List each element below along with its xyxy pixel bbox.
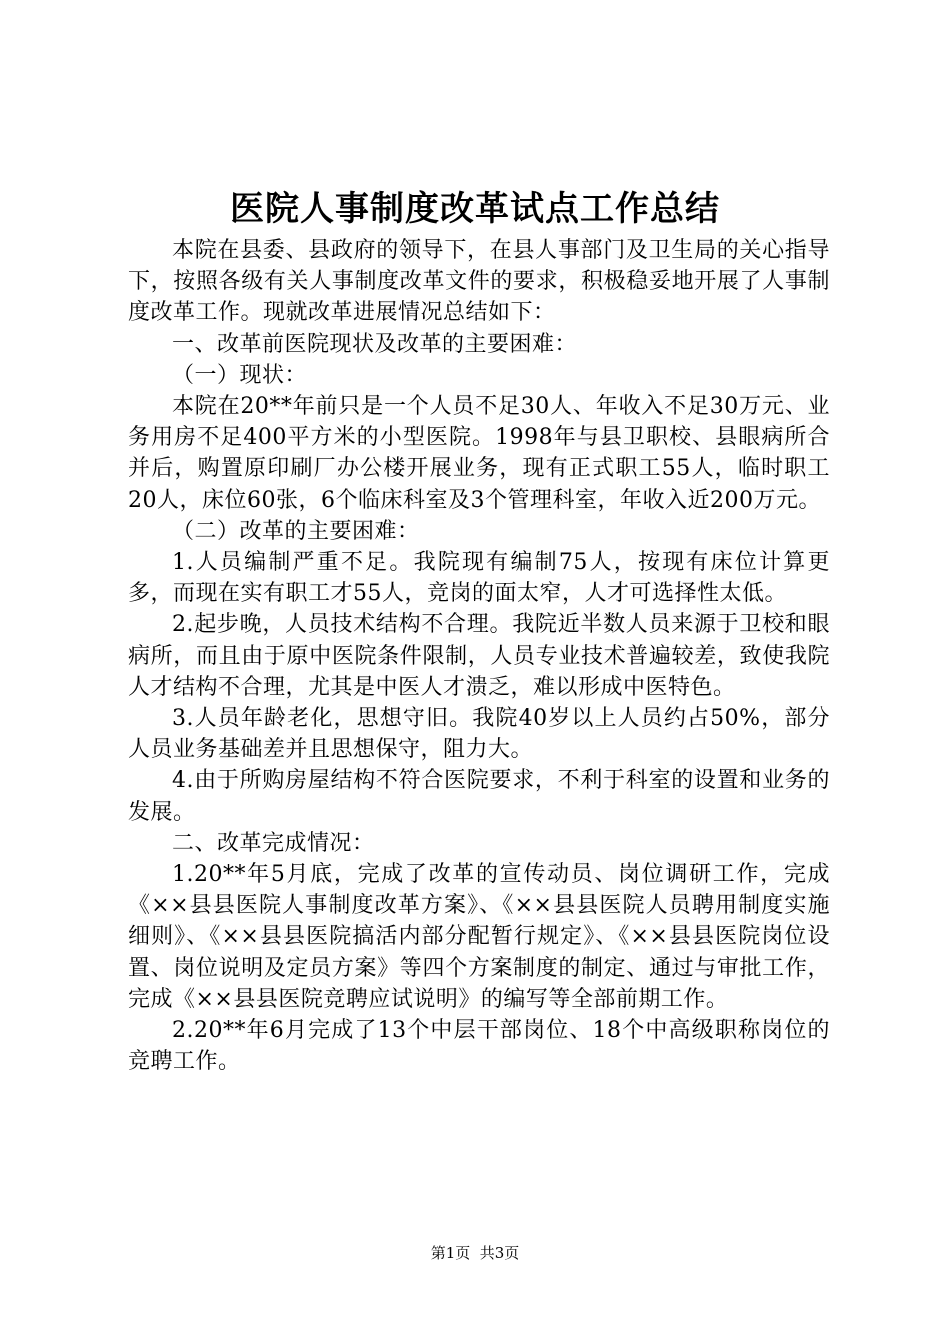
- page-footer: [0, 1243, 950, 1263]
- difficulty-item-1: 1.人员编制严重不足。我院现有编制75人，按现有床位计算更多，而现在实有职工才55人，竞岗的面太窄，人才可选择性太低。: [128, 550, 830, 607]
- document-body: [128, 235, 830, 1077]
- page-number-label: 第1页 共3页: [430, 1244, 520, 1262]
- difficulty-item-2: 2.起步晚，人员技术结构不合理。我院近半数人员来源于卫校和眼病所，而且由于原中医院条件限制，人员专业技术普遍较差，致使我院人才结构不合理，尤其是中医人才溃乏，难以形成中医特色。: [128, 612, 830, 700]
- intro-paragraph: 本院在县委、县政府的领导下，在县人事部门及卫生局的关心指导下，按照各级有关人事制度改革文件的要求，积极稳妥地开展了人事制度改革工作。现就改革进展情况总结如下：: [128, 238, 830, 326]
- difficulty-item-4: 4.由于所购房屋结构不符合医院要求，不利于科室的设置和业务的发展。: [128, 768, 830, 825]
- section-heading-2: 二、改革完成情况：: [172, 830, 375, 856]
- section-heading-1: 一、改革前医院现状及改革的主要困难：: [172, 331, 578, 357]
- subsection-heading-difficulties: （二）改革的主要困难：: [172, 518, 420, 544]
- completion-item-1: 1.20**年5月底，完成了改革的宣传动员、岗位调研工作，完成《××县县医院人事制度改革方案》、《××县县医院人员聘用制度实施细则》、《××县县医院搞活内部分配暂行规定》、《××县县医院岗位设置、岗位说明及定员方案》等四个方案制度的制定、通过与审批工作，完成《××县县医院竞聘应试说明》的编写等全部前期工作。: [128, 862, 830, 1012]
- subsection-heading-status: （一）现状：: [172, 362, 308, 388]
- difficulty-item-3: 3.人员年龄老化，思想守旧。我院40岁以上人员约占50%，部分人员业务基础差并且思想保守，阻力大。: [128, 706, 830, 763]
- document-title: 医院人事制度改革试点工作总结: [230, 189, 720, 229]
- status-paragraph: 本院在20**年前只是一个人员不足30人、年收入不足30万元、业务用房不足400平方米的小型医院。1998年与县卫职校、县眼病所合并后，购置原印刷厂办公楼开展业务，现有正式职工55人，临时职工20人，床位60张，6个临床科室及3个管理科室，年收入近200万元。: [128, 394, 830, 513]
- completion-item-2: 2.20**年6月完成了13个中层干部岗位、18个中高级职称岗位的竞聘工作。: [128, 1018, 830, 1075]
